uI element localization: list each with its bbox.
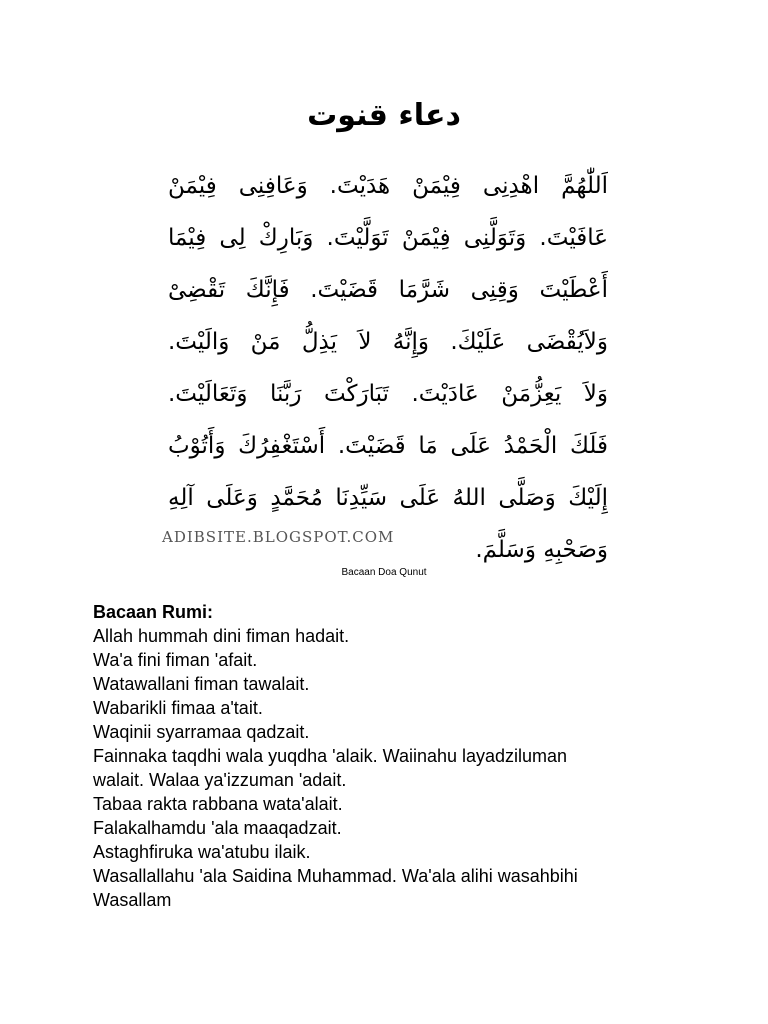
rumi-line: Falakalhamdu 'ala maaqadzait. xyxy=(93,818,342,838)
arabic-title: دعاء قنوت xyxy=(307,98,461,133)
arabic-line: وَلاَ يَعِزُّمَنْ عَادَيْتَ. تَبَارَكْتَ رَبَّنَا وَتَعَالَيْتَ. xyxy=(168,381,608,407)
rumi-line: Wabarikli fimaa a'tait. xyxy=(93,698,263,718)
arabic-line: عَافَيْتَ. وَتَوَلَّنِى فِيْمَنْ تَوَلَّيْتَ. وَبَارِكْ لِى فِيْمَا xyxy=(168,225,608,251)
rumi-line: Allah hummah dini fiman hadait. xyxy=(93,626,350,646)
arabic-line: إِلَيْكَ وَصَلَّى اللهُ عَلَى سَيِّدِنَا مُحَمَّدٍ وَعَلَى آلِهِ xyxy=(168,485,608,511)
doa-qunut-image xyxy=(150,80,618,563)
arabic-line: أَعْطَيْتَ وَقِنِى شَرَّمَا قَضَيْتَ. فَإِنَّكَ تَقْضِىْ xyxy=(168,277,608,303)
arabic-line: فَلَكَ الْحَمْدُ عَلَى مَا قَضَيْتَ. أَسْتَغْفِرُكَ وَأَتُوْبُ xyxy=(168,433,608,459)
arabic-text-block xyxy=(168,160,608,576)
rumi-line: Tabaa rakta rabbana wata'alait. xyxy=(93,794,343,814)
site-watermark: ADIBSITE.BLOGSPOT.COM xyxy=(162,528,395,546)
arabic-line: وَلاَيُقْضَى عَلَيْكَ. وَإِنَّهُ لاَ يَذِلُّ مَنْ وَالَيْتَ. xyxy=(168,329,608,355)
rumi-line: Waqinii syarramaa qadzait. xyxy=(93,722,310,742)
rumi-line: walait. Walaa ya'izzuman 'adait. xyxy=(93,770,347,790)
rumi-line: Fainnaka taqdhi wala yuqdha 'alaik. Waiinahu layadziluman xyxy=(93,746,568,766)
rumi-line: Wasallallahu 'ala Saidina Muhammad. Wa'ala alihi wasahbihi xyxy=(93,866,578,886)
rumi-line: Watawallani fiman tawalait. xyxy=(93,674,310,694)
rumi-line: Astaghfiruka wa'atubu ilaik. xyxy=(93,842,311,862)
arabic-line: وَصَحْبِهِ وَسَلَّمَ. xyxy=(475,537,608,563)
arabic-line: اَللّٰهُمَّ اهْدِنِى فِيْمَنْ هَدَيْتَ. وَعَافِنِى فِيْمَنْ xyxy=(168,173,608,199)
rumi-section xyxy=(93,600,693,912)
figure-caption: Bacaan Doa Qunut xyxy=(341,567,427,578)
rumi-line: Wasallam xyxy=(93,890,172,910)
rumi-line: Wa'a fini fiman 'afait. xyxy=(93,650,258,670)
rumi-heading: Bacaan Rumi: xyxy=(93,602,214,622)
